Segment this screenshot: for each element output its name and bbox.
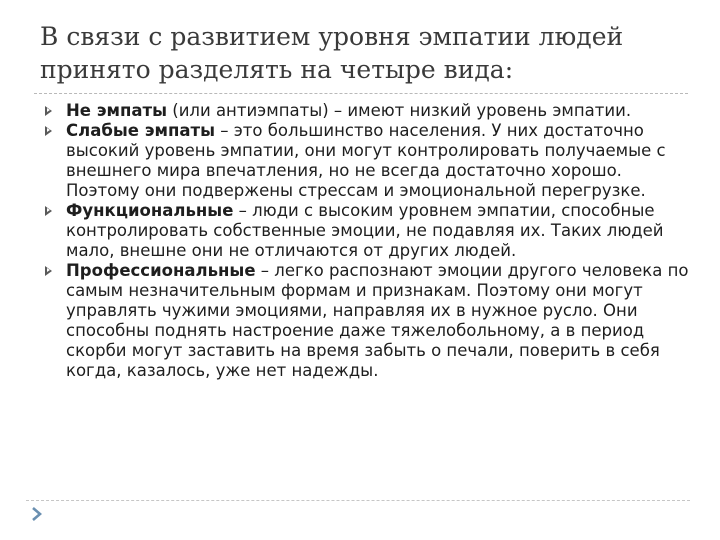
triangle-bullet-icon [45,266,52,276]
bullet-text: – это большинство населения. У них достаточно высокий уровень эмпатии, они могут контролировать получаемые с внешнего мира впечатления, но не всегда достаточно хорошо. Поэтому они подвержены стрессам и эмоциональной перегрузке. [66,121,666,200]
triangle-bullet-icon [45,126,52,136]
bullet-item-weak-empaths [42,121,694,201]
bullet-text: (или антиэмпаты) – имеют низкий уровень эмпатии. [167,101,632,120]
bullet-list [42,101,694,381]
triangle-bullet-icon [45,206,52,216]
bullet-term: Профессиональные [66,261,256,280]
bullet-term: Не эмпаты [66,101,168,120]
bullet-term: Функциональные [66,201,234,220]
bullet-text: – люди с высоким уровнем эмпатии, способные контролировать собственные эмоции, не подавляя их. Таких людей мало, внешне они не отличаются от других людей. [66,201,664,260]
title-divider [34,93,688,94]
bullet-item-functional [42,201,694,261]
slide-title: В связи с развитием уровня эмпатии людей принято разделять на четыре вида: [40,22,624,84]
bottom-divider [26,500,690,501]
triangle-bullet-icon [45,106,52,116]
bullet-term: Слабые эмпаты [66,121,215,140]
chevron-right-icon [30,506,44,522]
bullet-text: – легко распознают эмоции другого человека по самым незначительным формам и признакам. Поэтому они могут управлять чужими эмоциями, направляя их в нужное русло. Они способны поднять настроение даже тяжелобольному, а в период скорби могут заставить на время забыть о печали, поверить в себя когда, казалось, уже нет надежды. [66,261,689,380]
bullet-item-professional [42,261,694,381]
bullet-item-non-empaths [42,101,694,121]
